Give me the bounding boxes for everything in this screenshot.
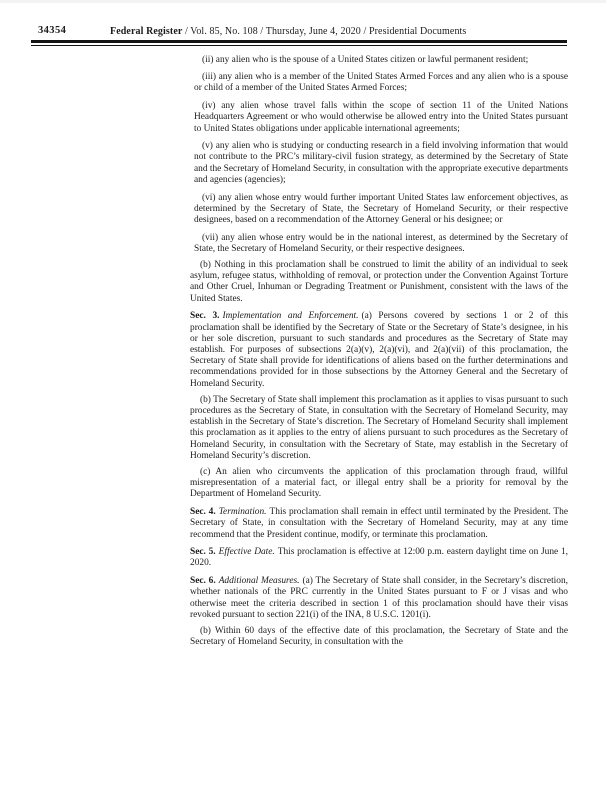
paragraph: (iii) any alien who is a member of the United States Armed Forces and any alien who is a spouse or child of a member of the United States Armed Forces;	[194, 72, 568, 94]
paragraph: (b) Nothing in this proclamation shall be construed to limit the ability of an individual to seek asylum, refugee status, withholding of removal, or protection under the Convention Against Torture and Other Cruel, Inhuman or Degrading Treatment or Punishment, consistent with the laws of the United States.	[190, 260, 568, 304]
paragraph: (b) Within 60 days of the effective date of this proclamation, the Secretary of State and the Secretary of Homeland Security, in consultation with the	[190, 625, 568, 648]
paragraph: (vi) any alien whose entry would further important United States law enforcement objectives, as determined by the Secretary of State, the Secretary of Homeland Security, or their respective designees, based on a recommendation of the Attorney General or his designee; or	[194, 192, 568, 225]
section-paragraph	[190, 576, 568, 621]
page-number: 34354	[38, 25, 67, 36]
section-title: Termination.	[218, 507, 267, 518]
document-body	[190, 48, 568, 648]
section-label: Sec. 3.	[190, 311, 220, 322]
section-text: (a) The Secretary of State shall consider, in the Secretary’s discretion, whether nationals of the PRC currently in the United States pursuant to F or J visas and who otherwise meet the criteria described in section 1 of this proclamation should have their visas revoked pursuant to section 221(i) of the INA, 8 U.S.C. 1201(i).	[190, 576, 568, 620]
section-text: This proclamation shall remain in effect until terminated by the President. The Secretary of State, in consultation with the Secretary of Homeland Security, may at any time recommend that the President continue, modify, or terminate this proclamation.	[190, 507, 569, 540]
paragraph: (ii) any alien who is the spouse of a United States citizen or lawful permanent resident;	[202, 54, 529, 65]
paragraph: (b) The Secretary of State shall implement this proclamation as it applies to visas pursuant to such procedures as the Secretary of State, in consultation with the Secretary of Homeland Security, may establish in the Secretary of State’s discretion. The Secretary of Homeland Security shall implement this proclamation as it applies to the entry of aliens pursuant to such procedures as the Secretary of Homeland Security, in consultation with the Secretary of State, may establish in the Secretary of Homeland Security’s discretion.	[190, 394, 568, 461]
paragraph: (iv) any alien whose travel falls within the scope of section 11 of the United Nations Headquarters Agreement or who would otherwise be allowed entry into the United States pursuant to United States obligations under applicable international agreements;	[194, 101, 568, 134]
section-text: This proclamation is effective at 12:00 p.m. eastern daylight time on June 1, 2020.	[190, 547, 568, 569]
section-paragraph	[190, 547, 568, 569]
paragraph: (v) any alien who is studying or conducting research in a field involving information that would not contribute to the PRC’s military-civil fusion strategy, as determined by the Secretary of State and the Secretary of Homeland Security, in consultation with the appropriate executive departments and agencies (agencies);	[194, 141, 569, 185]
section-text: (a) Persons covered by sections 1 or 2 of this proclamation shall be identified by the Secretary of State or the Secretary of State’s designee, in his or her sole discretion, pursuant to such standards and procedures as the Secretary of State may establish. For purposes of subsections 2(a)(v), 2(a)(vi), and 2(a)(vii) of this proclamation, the Secretary of State shall provide for identifications of aliens based on the further determinations and recommendations provided for in those subsections by the Attorney General and the Secretary of Homeland Security.	[190, 311, 568, 389]
page-header	[38, 25, 568, 39]
section-title: Additional Measures.	[218, 576, 300, 587]
running-head	[110, 26, 466, 37]
header-double-rule	[31, 40, 567, 46]
section-title: Implementation and Enforcement.	[222, 311, 359, 322]
scan-edge	[0, 0, 606, 3]
paragraph: (c) An alien who circumvents the application of this proclamation through fraud, willful misrepresentation of a material fact, or illegal entry shall be a priority for removal by the Department of Homeland Security.	[190, 467, 568, 500]
paragraph: (vii) any alien whose entry would be in the national interest, as determined by the Secretary of State, the Secretary of Homeland Security, or their respective designees.	[194, 232, 568, 254]
section-paragraph	[190, 311, 568, 389]
section-label: Sec. 6.	[190, 576, 216, 587]
section-title: Effective Date.	[218, 547, 275, 558]
section-paragraph	[190, 507, 568, 541]
section-label: Sec. 4.	[190, 507, 216, 518]
header-citation: / Vol. 85, No. 108 / Thursday, June 4, 2020 / Presidential Documents	[182, 25, 467, 37]
journal-name: Federal Register	[110, 25, 183, 37]
section-label: Sec. 5.	[190, 547, 216, 558]
